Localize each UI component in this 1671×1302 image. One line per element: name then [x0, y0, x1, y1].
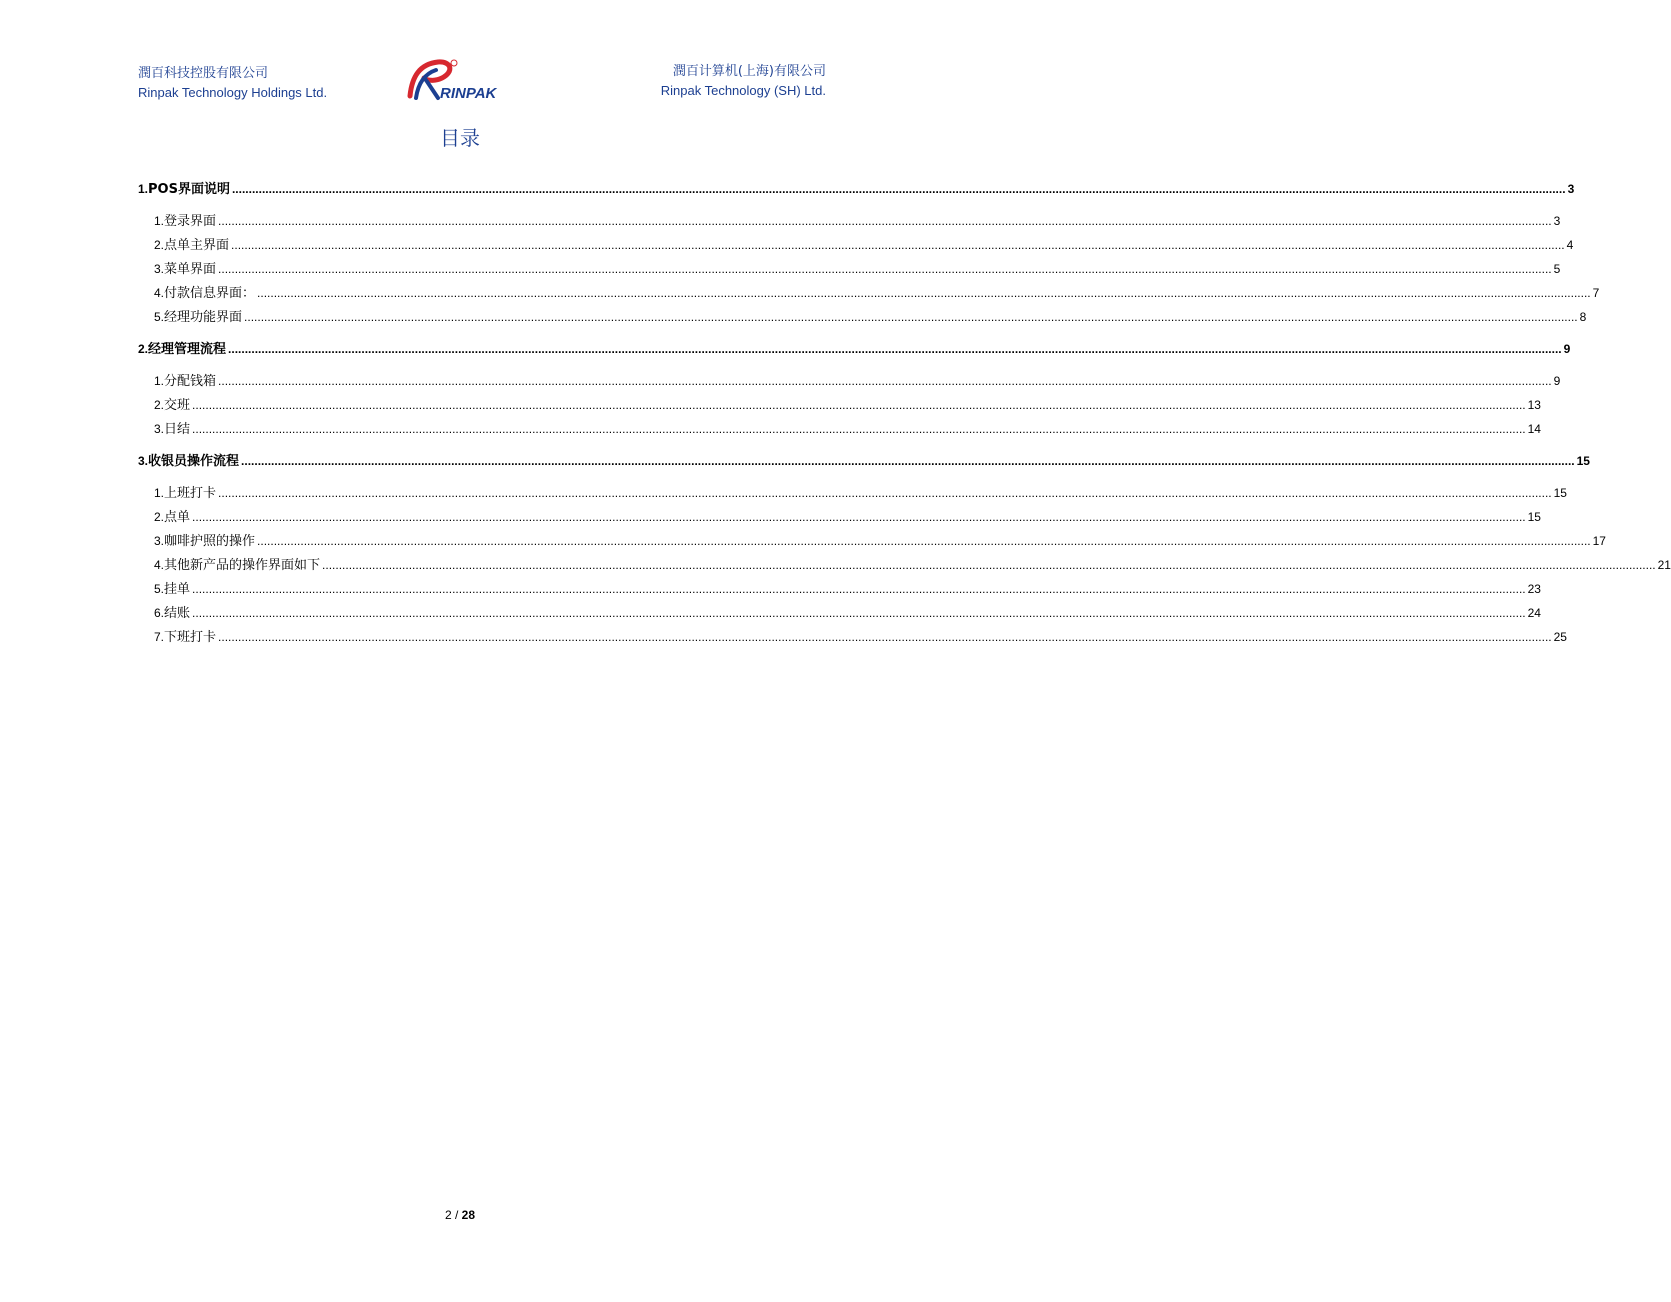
toc-entry-page: 7 — [1592, 286, 1600, 300]
toc-dot-leader: ................................................................................................................................................................................................................................................................................................................................................................................................................ — [257, 286, 1591, 300]
toc-entry-label: 经理管理流程 — [148, 342, 227, 357]
toc-entry-page: 4 — [1566, 238, 1574, 252]
toc-entry-number: 3. — [154, 534, 165, 548]
toc-item[interactable] — [138, 530, 1606, 554]
toc-entry-page: 3 — [1567, 182, 1575, 196]
toc-entry-number: 4. — [154, 558, 165, 572]
toc-entry-number: 2. — [154, 398, 165, 412]
toc-entry-number: 6. — [154, 606, 165, 620]
toc-item[interactable] — [138, 506, 1541, 530]
toc-item[interactable] — [138, 578, 1541, 602]
toc-item[interactable] — [138, 210, 1561, 234]
rinpak-logo — [402, 56, 522, 104]
toc-entry-number: 7. — [154, 630, 165, 644]
toc-section-2[interactable] — [138, 338, 1571, 362]
toc-item[interactable] — [138, 282, 1600, 306]
toc-dot-leader: ................................................................................................................................................................................................................................................................................................................................................................................................................ — [192, 398, 1526, 412]
toc-dot-leader: ................................................................................................................................................................................................................................................................................................................................................................................................................ — [192, 606, 1526, 620]
toc-entry-label: 日结 — [164, 422, 191, 437]
page-number — [0, 1208, 920, 1222]
header-right — [661, 62, 826, 100]
toc-item[interactable] — [138, 482, 1567, 506]
toc-dot-leader: ................................................................................................................................................................................................................................................................................................................................................................................................................ — [257, 534, 1591, 548]
toc-entry-page: 15 — [1527, 510, 1541, 524]
toc-dot-leader: ................................................................................................................................................................................................................................................................................................................................................................................................................ — [231, 238, 1565, 252]
toc-item[interactable] — [138, 626, 1567, 650]
page-separator: / — [451, 1208, 462, 1222]
toc-entry-number: 4. — [154, 286, 165, 300]
toc-entry-page: 3 — [1553, 214, 1561, 228]
toc-dot-leader: ................................................................................................................................................................................................................................................................................................................................................................................................................ — [241, 454, 1575, 468]
toc-entry-label: 咖啡护照的操作 — [164, 534, 256, 549]
toc-entry-label: 菜单界面 — [164, 262, 217, 277]
header-left — [138, 64, 327, 102]
toc-entry-page: 21 — [1657, 558, 1671, 572]
toc-dot-leader: ................................................................................................................................................................................................................................................................................................................................................................................................................ — [192, 510, 1526, 524]
toc-entry-number: 3. — [154, 422, 165, 436]
toc-entry-number: 1. — [138, 182, 149, 196]
toc-item[interactable] — [138, 602, 1541, 626]
toc-entry-label: POS界面说明 — [148, 182, 230, 197]
toc-entry-page: 17 — [1592, 534, 1606, 548]
toc-item[interactable] — [138, 234, 1574, 258]
toc-entry-number: 1. — [154, 374, 165, 388]
toc-entry-label: 上班打卡 — [164, 486, 217, 501]
toc-title: 目录 — [440, 126, 480, 150]
toc-entry-label: 分配钱箱 — [164, 374, 217, 389]
toc-item[interactable] — [138, 370, 1561, 394]
toc-item[interactable] — [138, 418, 1541, 442]
toc-entry-number: 2. — [138, 342, 149, 356]
logo-wordmark: RINPAK — [440, 85, 497, 102]
current-page: 2 — [444, 1208, 452, 1222]
toc-dot-leader: ................................................................................................................................................................................................................................................................................................................................................................................................................ — [218, 374, 1552, 388]
toc-dot-leader: ................................................................................................................................................................................................................................................................................................................................................................................................................ — [218, 630, 1552, 644]
toc-entry-label: 结账 — [164, 606, 191, 621]
toc-dot-leader: ................................................................................................................................................................................................................................................................................................................................................................................................................ — [218, 262, 1552, 276]
toc-entry-page: 13 — [1527, 398, 1541, 412]
toc-entry-page: 25 — [1553, 630, 1567, 644]
toc-entry-number: 1. — [154, 214, 165, 228]
toc-dot-leader: ................................................................................................................................................................................................................................................................................................................................................................................................................ — [231, 182, 1566, 196]
toc-entry-page: 9 — [1553, 374, 1561, 388]
toc-item[interactable] — [138, 258, 1561, 282]
company-name-cn-right: 潤百计算机(上海)有限公司 — [672, 64, 826, 79]
toc-entry-number: 3. — [154, 262, 165, 276]
toc-section-3[interactable] — [138, 450, 1590, 474]
toc-dot-leader: ................................................................................................................................................................................................................................................................................................................................................................................................................ — [218, 486, 1552, 500]
toc-dot-leader: ................................................................................................................................................................................................................................................................................................................................................................................................................ — [192, 582, 1526, 596]
toc-dot-leader: ................................................................................................................................................................................................................................................................................................................................................................................................................ — [228, 342, 1562, 356]
toc-entry-label: 点单 — [164, 510, 191, 525]
toc-entry-page: 23 — [1527, 582, 1541, 596]
toc-entry-page: 8 — [1579, 310, 1587, 324]
toc-entry-page: 15 — [1576, 454, 1590, 468]
toc-entry-label: 交班 — [164, 398, 191, 413]
toc-entry-label: 挂单 — [164, 582, 191, 597]
toc-entry-label: 登录界面 — [164, 214, 217, 229]
toc-dot-leader: ................................................................................................................................................................................................................................................................................................................................................................................................................ — [244, 310, 1578, 324]
company-name-en-left: Rinpak Technology Holdings Ltd. — [138, 85, 328, 100]
toc-dot-leader: ................................................................................................................................................................................................................................................................................................................................................................................................................ — [218, 214, 1552, 228]
toc-entry-number: 1. — [154, 486, 165, 500]
toc-entry-label: 收银员操作流程 — [148, 454, 240, 469]
company-name-cn-left: 潤百科技控股有限公司 — [138, 66, 269, 81]
toc-entry-page: 5 — [1553, 262, 1561, 276]
toc-entry-label: 其他新产品的操作界面如下 — [164, 558, 321, 573]
toc-entry-label: 经理功能界面 — [164, 310, 243, 325]
toc-entry-label: 下班打卡 — [164, 630, 217, 645]
toc-entry-page: 9 — [1563, 342, 1571, 356]
toc-entry-label: 点单主界面 — [164, 238, 230, 253]
toc-item[interactable] — [138, 554, 1671, 578]
toc-section-1[interactable] — [138, 178, 1575, 202]
toc-entry-number: 3. — [138, 454, 149, 468]
toc-entry-page: 15 — [1553, 486, 1567, 500]
toc-item[interactable] — [138, 306, 1587, 330]
toc-entry-number: 5. — [154, 310, 165, 324]
company-name-en-right: Rinpak Technology (SH) Ltd. — [660, 83, 826, 98]
toc-entry-number: 2. — [154, 238, 165, 252]
toc-entry-number: 2. — [154, 510, 165, 524]
total-pages: 28 — [461, 1208, 476, 1222]
toc-entry-number: 5. — [154, 582, 165, 596]
toc-entry-page: 24 — [1527, 606, 1541, 620]
table-of-contents — [138, 170, 1671, 650]
toc-entry-page: 14 — [1527, 422, 1541, 436]
toc-item[interactable] — [138, 394, 1541, 418]
toc-entry-label: 付款信息界面： — [164, 286, 256, 301]
toc-dot-leader: ................................................................................................................................................................................................................................................................................................................................................................................................................ — [192, 422, 1526, 436]
toc-dot-leader: ................................................................................................................................................................................................................................................................................................................................................................................................................ — [322, 558, 1656, 572]
